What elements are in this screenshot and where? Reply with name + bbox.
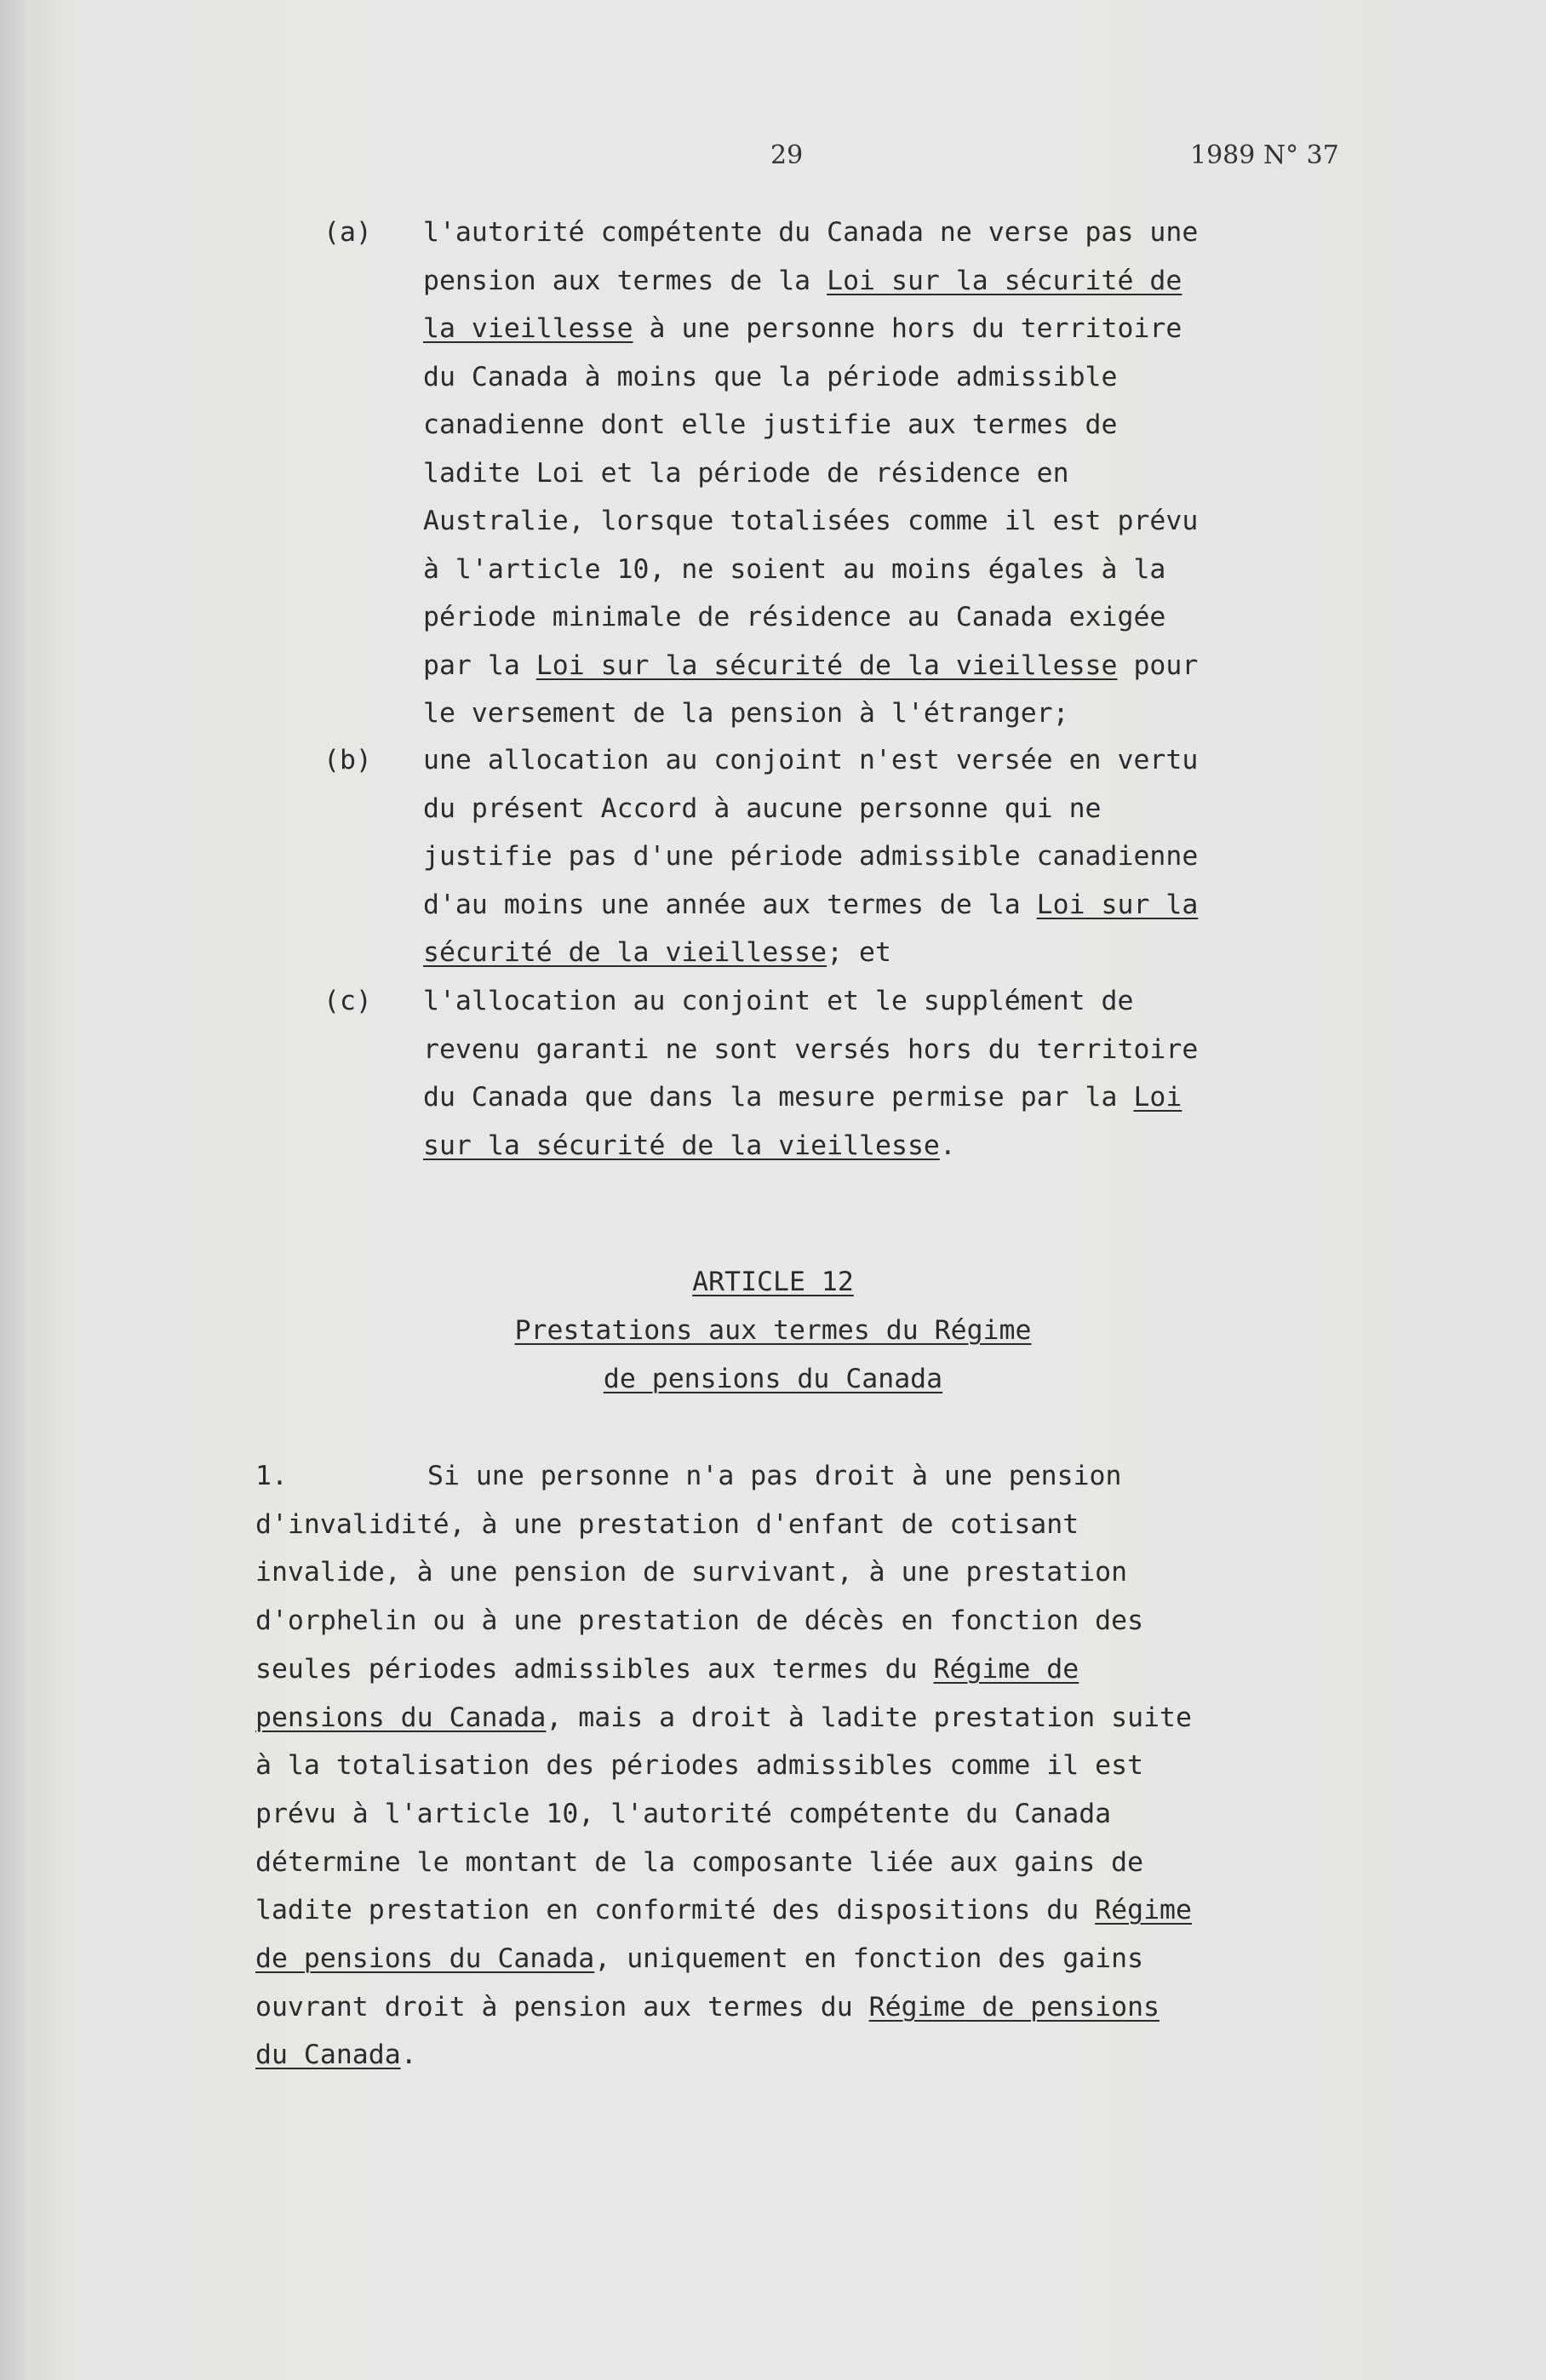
- text-segment: Si une personne n'a pas droit à une pension: [427, 1461, 1122, 1491]
- text-segment: d'orphelin ou à une prestation de décès en fonction des: [255, 1605, 1144, 1636]
- underlined-citation: sécurité de la vieillesse: [423, 937, 827, 968]
- underlined-citation: pensions du Canada: [255, 1702, 547, 1733]
- underlined-citation: Loi sur la: [1036, 890, 1199, 920]
- item-text-line: [423, 1129, 956, 1163]
- text-segment: , mais a droit à ladite prestation suite: [546, 1702, 1192, 1733]
- paragraph-text-line: [255, 1508, 1079, 1542]
- item-text-line: [423, 935, 891, 970]
- text-segment: du Canada que dans la mesure permise par la: [423, 1082, 1134, 1113]
- text-segment: pour: [1117, 650, 1199, 681]
- paragraph-text-line: [255, 1990, 1160, 2024]
- text-segment: revenu garanti ne sont versés hors du territoire: [423, 1034, 1199, 1065]
- underlined-citation: sur la sécurité de la vieillesse: [423, 1130, 940, 1161]
- text-segment: justifie pas d'une période admissible canadienne: [423, 841, 1199, 872]
- item-text-line: [423, 264, 1182, 298]
- paragraph-text-line: [255, 1797, 1111, 1831]
- item-text-line: [423, 1080, 1182, 1114]
- text-segment: , uniquement en fonction des gains: [594, 1943, 1144, 1974]
- paragraph-number: 1.: [255, 1461, 288, 1491]
- text-segment: .: [400, 2040, 417, 2070]
- underlined-citation: Loi sur la sécurité de: [827, 266, 1182, 296]
- item-text-line: [423, 552, 1165, 586]
- item-text-line: [423, 504, 1198, 538]
- underlined-citation: de pensions du Canada: [255, 1943, 595, 1974]
- underlined-citation: Loi: [1133, 1082, 1182, 1113]
- paragraph-text-line: [255, 1748, 1143, 1782]
- text-segment: l'allocation au conjoint et le supplément de: [423, 986, 1134, 1016]
- item-text-line: [423, 600, 1165, 634]
- text-segment: invalide, à une pension de survivant, à une prestation: [255, 1557, 1128, 1588]
- text-segment: seules périodes admissibles aux termes du: [255, 1654, 934, 1685]
- text-segment: pension aux termes de la: [423, 266, 827, 296]
- text-segment: ; et: [827, 937, 891, 968]
- item-text-line: [423, 456, 1069, 490]
- item-text-line: [423, 360, 1117, 394]
- text-segment: d'au moins une année aux termes de la: [423, 890, 1037, 920]
- paragraph-text-line: [255, 1845, 1143, 1879]
- article-title: [0, 1313, 1546, 1347]
- document-reference: 1989 N° 37: [1190, 140, 1339, 170]
- underlined-citation: Loi sur la sécurité de la vieillesse: [535, 650, 1118, 681]
- text-segment: une allocation au conjoint n'est versée en vertu: [423, 745, 1199, 775]
- item-text-line: [423, 1033, 1198, 1067]
- text-segment: l'autorité compétente du Canada ne verse pas une: [423, 217, 1199, 248]
- paragraph-text-line: [427, 1459, 1121, 1493]
- underlined-citation: Régime de: [933, 1654, 1079, 1685]
- item-text-line: [423, 215, 1198, 249]
- text-segment: par la: [423, 650, 536, 681]
- paragraph-text-line: [255, 2038, 417, 2072]
- item-text-line: [423, 984, 1133, 1018]
- text-segment: à la totalisation des périodes admissibles comme il est: [255, 1750, 1144, 1781]
- paragraph-text-line: [255, 1893, 1192, 1927]
- article-number-text: ARTICLE 12: [692, 1267, 854, 1297]
- article-subtitle: [0, 1362, 1546, 1396]
- article-title-text: Prestations aux termes du Régime: [514, 1315, 1032, 1346]
- paragraph-text-line: [255, 1942, 1143, 1976]
- underlined-citation: la vieillesse: [423, 313, 633, 344]
- paragraph-text-line: [255, 1652, 1079, 1686]
- paragraph-text-line: [255, 1701, 1192, 1735]
- underlined-citation: du Canada: [255, 2040, 401, 2070]
- paragraph-text-line: [255, 1604, 1143, 1638]
- item-text-line: [423, 792, 1102, 826]
- underlined-citation: Régime de pensions: [868, 1992, 1160, 2022]
- item-text-line: [423, 839, 1198, 873]
- item-text-line: [423, 743, 1198, 777]
- text-segment: ladite Loi et la période de résidence en: [423, 458, 1069, 489]
- text-segment: le versement de la pension à l'étranger;: [423, 698, 1069, 729]
- paragraph-text-line: [255, 1555, 1127, 1589]
- text-segment: d'invalidité, à une prestation d'enfant de cotisant: [255, 1509, 1079, 1540]
- page-number: 29: [770, 140, 804, 170]
- underlined-citation: Régime: [1095, 1895, 1192, 1925]
- article-subtitle-text: de pensions du Canada: [603, 1364, 943, 1394]
- item-text-line: [423, 888, 1198, 922]
- text-segment: du Canada à moins que la période admissible: [423, 362, 1118, 392]
- item-label: (b): [324, 745, 372, 775]
- text-segment: détermine le montant de la composante liée aux gains de: [255, 1847, 1144, 1878]
- text-segment: période minimale de résidence au Canada exigée: [423, 602, 1166, 632]
- article-number: [0, 1265, 1546, 1299]
- item-text-line: [423, 696, 1069, 730]
- text-segment: à une personne hors du territoire: [633, 313, 1182, 344]
- text-segment: ouvrant droit à pension aux termes du: [255, 1992, 869, 2022]
- text-segment: canadienne dont elle justifie aux termes de: [423, 409, 1118, 440]
- item-text-line: [423, 649, 1198, 683]
- item-text-line: [423, 408, 1117, 442]
- text-segment: du présent Accord à aucune personne qui ne: [423, 793, 1102, 824]
- text-segment: prévu à l'article 10, l'autorité compétente du Canada: [255, 1799, 1112, 1829]
- text-segment: .: [939, 1130, 956, 1161]
- text-segment: ladite prestation en conformité des dispositions du: [255, 1895, 1096, 1925]
- text-segment: à l'article 10, ne soient au moins égales à la: [423, 554, 1166, 585]
- item-label: (a): [324, 217, 372, 248]
- text-segment: Australie, lorsque totalisées comme il est prévu: [423, 506, 1199, 536]
- item-label: (c): [324, 986, 372, 1016]
- item-text-line: [423, 312, 1182, 346]
